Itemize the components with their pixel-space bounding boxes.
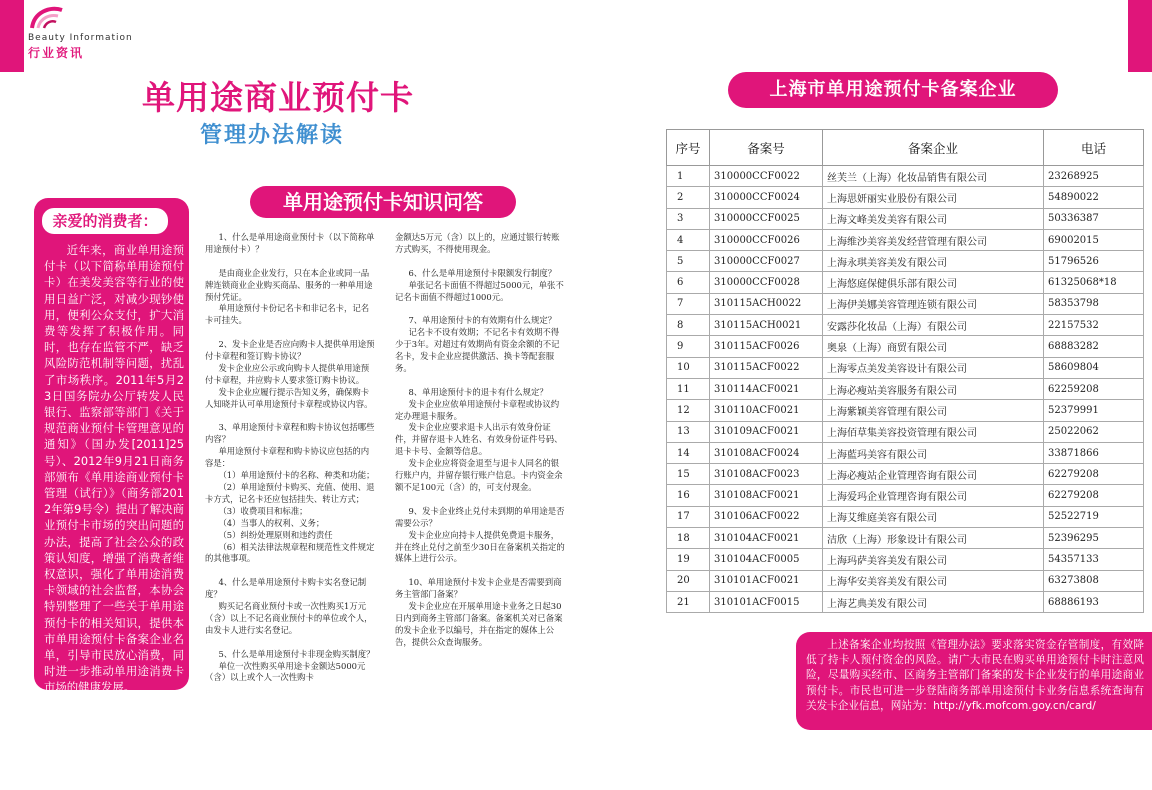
qa-paragraph: （1）单用途预付卡的名称、种类和功能； bbox=[218, 470, 375, 481]
cell-phone: 22157532 bbox=[1044, 315, 1144, 336]
table-row bbox=[667, 251, 1144, 272]
cell-company: 上海永琪美容美发有限公司 bbox=[823, 251, 1044, 272]
cell-index: 10 bbox=[667, 357, 710, 378]
qa-paragraph: （6）相关法律法规章程和规范性文件规定的其他事项。 bbox=[205, 541, 375, 564]
right-accent-bar bbox=[1128, 0, 1152, 72]
cell-index: 15 bbox=[667, 464, 710, 485]
article-subtitle: 管理办法解读 bbox=[200, 122, 345, 148]
qa-paragraph: 8、单用途预付卡的退卡有什么规定？ bbox=[408, 386, 548, 397]
cell-code: 310000CCF0026 bbox=[710, 229, 823, 250]
brand-english: Beauty Information bbox=[28, 33, 133, 43]
qa-column-1 bbox=[205, 232, 377, 684]
cell-company: 奥泉（上海）商贸有限公司 bbox=[823, 336, 1044, 357]
cell-company: 安露莎化妆品（上海）有限公司 bbox=[823, 315, 1044, 336]
cell-code: 310115ACF0026 bbox=[710, 336, 823, 357]
cell-code: 310108ACF0021 bbox=[710, 485, 823, 506]
cell-phone: 33871866 bbox=[1044, 442, 1144, 463]
qa-paragraph: 6、什么是单用途预付卡限额发行制度？ bbox=[408, 267, 557, 278]
cell-company: 上海文峰美发美容有限公司 bbox=[823, 208, 1044, 229]
consumer-heading: 亲爱的消费者： bbox=[42, 208, 168, 234]
cell-index: 16 bbox=[667, 485, 710, 506]
cell-phone: 68886193 bbox=[1044, 591, 1144, 612]
qa-paragraph: 2、发卡企业是否应向购卡人提供单用途预付卡章程和签订购卡协议？ bbox=[205, 339, 375, 362]
cell-code: 310000CCF0025 bbox=[710, 208, 823, 229]
cell-code: 310104ACF0005 bbox=[710, 549, 823, 570]
cell-phone: 61325068*18 bbox=[1044, 272, 1144, 293]
qa-paragraph: 发卡企业应依单用途预付卡章程或协议约定办理退卡服务。 bbox=[395, 398, 560, 421]
cell-company: 上海艾维庭美容有限公司 bbox=[823, 506, 1044, 527]
qa-paragraph: 单张记名卡面值不得超过5000元，单张不记名卡面值不得超过1000元。 bbox=[395, 279, 564, 302]
cell-phone: 52396295 bbox=[1044, 528, 1144, 549]
cell-code: 310000CCF0028 bbox=[710, 272, 823, 293]
cell-index: 13 bbox=[667, 421, 710, 442]
col-header-code: 备案号 bbox=[710, 130, 823, 166]
qa-paragraph: 7、单用途预付卡的有效期有什么规定？ bbox=[408, 315, 557, 326]
cell-company: 上海悠庭保健俱乐部有限公司 bbox=[823, 272, 1044, 293]
cell-index: 21 bbox=[667, 591, 710, 612]
qa-paragraph: 发卡企业应将资金退至与退卡人同名的银行账户内，并留存银行账户信息。卡内资金余额不足100元（含）的，可支付现金。 bbox=[395, 458, 563, 492]
cell-index: 8 bbox=[667, 315, 710, 336]
cell-code: 310114ACF0021 bbox=[710, 378, 823, 399]
cell-phone: 25022062 bbox=[1044, 421, 1144, 442]
qa-paragraph: （5）纠纷处理原则和违约责任 bbox=[218, 529, 333, 540]
cell-company: 上海伊美娜美容管理连锁有限公司 bbox=[823, 293, 1044, 314]
col-header-company: 备案企业 bbox=[823, 130, 1044, 166]
cell-phone: 69002015 bbox=[1044, 229, 1144, 250]
cell-code: 310108ACF0023 bbox=[710, 464, 823, 485]
cell-company: 上海艺典美发有限公司 bbox=[823, 591, 1044, 612]
cell-phone: 54890022 bbox=[1044, 187, 1144, 208]
table-header-row bbox=[667, 130, 1144, 166]
cell-phone: 52379991 bbox=[1044, 400, 1144, 421]
qa-paragraph: 单用途预付卡份记名卡和非记名卡，记名卡可挂失。 bbox=[205, 303, 370, 326]
cell-phone: 68883282 bbox=[1044, 336, 1144, 357]
cell-company: 上海维沙美容美发经营管理有限公司 bbox=[823, 229, 1044, 250]
cell-company: 上海爱玛企业管理咨询有限公司 bbox=[823, 485, 1044, 506]
cell-company: 上海藍玛美容有限公司 bbox=[823, 442, 1044, 463]
table-row bbox=[667, 357, 1144, 378]
qa-paragraph: 1、什么是单用途商业预付卡（以下简称单用途预付卡）？ bbox=[205, 232, 375, 254]
cell-code: 310115ACH0021 bbox=[710, 315, 823, 336]
cell-company: 上海华安美容美发有限公司 bbox=[823, 570, 1044, 591]
qa-paragraph: 是由商业企业发行，只在本企业或同一品牌连锁商业企业购买商品、服务的一种单用途预付凭证。 bbox=[205, 267, 373, 302]
cell-phone: 62279208 bbox=[1044, 485, 1144, 506]
table-row bbox=[667, 293, 1144, 314]
cell-index: 4 bbox=[667, 229, 710, 250]
qa-paragraph: 金额达5万元（含）以上的，应通过银行转账方式购买，不得使用现金。 bbox=[395, 232, 560, 254]
table-row bbox=[667, 442, 1144, 463]
cell-index: 19 bbox=[667, 549, 710, 570]
qa-paragraph: 发卡企业应向持卡人提供免费退卡服务，并在终止兑付之前至少30日在备案机关指定的媒体上进行公示。 bbox=[395, 529, 565, 564]
cell-phone: 63273808 bbox=[1044, 570, 1144, 591]
cell-code: 310108ACF0024 bbox=[710, 442, 823, 463]
qa-paragraph: （2）单用途预付卡购买、充值、使用、退卡方式，记名卡还应包括挂失、转让方式； bbox=[205, 481, 375, 504]
registry-table bbox=[666, 129, 1144, 613]
cell-code: 310109ACF0021 bbox=[710, 421, 823, 442]
qa-paragraph: （4）当事人的权利、义务； bbox=[218, 517, 325, 528]
cell-code: 310000CCF0024 bbox=[710, 187, 823, 208]
table-row bbox=[667, 485, 1144, 506]
table-row bbox=[667, 187, 1144, 208]
table-row bbox=[667, 528, 1144, 549]
table-row bbox=[667, 378, 1144, 399]
cell-company: 上海必瘦站企业管理咨询有限公司 bbox=[823, 464, 1044, 485]
cell-phone: 58609804 bbox=[1044, 357, 1144, 378]
cell-index: 5 bbox=[667, 251, 710, 272]
qa-paragraph: 单用途预付卡章程和购卡协议应包括的内容是： bbox=[205, 446, 370, 469]
table-row bbox=[667, 208, 1144, 229]
qa-paragraph: 单位一次性购买单用途卡金额达5000元（含）以上或个人一次性购卡 bbox=[205, 660, 366, 683]
qa-paragraph: 发卡企业应在开展单用途卡业务之日起30日内到商务主管部门备案。备案机关对已备案的发卡企业予以编号，并在指定的媒体上公告，提供公众查询服务。 bbox=[395, 601, 563, 647]
cell-company: 上海必瘦站美容服务有限公司 bbox=[823, 378, 1044, 399]
cell-index: 11 bbox=[667, 378, 710, 399]
cell-phone: 54357133 bbox=[1044, 549, 1144, 570]
cell-index: 7 bbox=[667, 293, 710, 314]
table-row bbox=[667, 272, 1144, 293]
table-row bbox=[667, 421, 1144, 442]
cell-phone: 23268925 bbox=[1044, 166, 1144, 187]
cell-phone: 50336387 bbox=[1044, 208, 1144, 229]
qa-paragraph: 发卡企业应履行提示告知义务，确保购卡人知晓并认可单用途预付卡章程或协议内容。 bbox=[205, 386, 373, 409]
registry-body bbox=[667, 166, 1144, 613]
cell-company: 上海紫颖美容管理有限公司 bbox=[823, 400, 1044, 421]
cell-index: 6 bbox=[667, 272, 710, 293]
cell-index: 18 bbox=[667, 528, 710, 549]
qa-paragraph: 5、什么是单用途预付卡非现金购买制度？ bbox=[218, 648, 375, 659]
cell-index: 9 bbox=[667, 336, 710, 357]
table-row bbox=[667, 464, 1144, 485]
cell-code: 310106ACF0022 bbox=[710, 506, 823, 527]
cell-company: 丝芙兰（上海）化妆品销售有限公司 bbox=[823, 166, 1044, 187]
cell-phone: 51796526 bbox=[1044, 251, 1144, 272]
col-header-index: 序号 bbox=[667, 130, 710, 166]
cell-index: 17 bbox=[667, 506, 710, 527]
consumer-text: 近年来，商业单用途预付卡（以下简称单用途预付卡）在美发美容等行业的使用日益广泛，对减少现钞使用，便利公众支付，扩大消费等发挥了积极作用。同时，也存在监管不严，缺乏风险防范机制等问题，扰乱了市场秩序。2011年5月23日国务院办公厅转发人民银行、监察部等部门《关于规范商业预付卡管理意见的通知》（国办发[2011]25号）、2012年9月21日商务部颁布《单用途商业预付卡管理（试行）》（商务部2012年第9号令）提出了解决商业预付卡市场的突出问题的办法，提高了社会公众的政策认知度，增强了消费者维权意识，强化了单用途消费卡领域的社会监督，本协会特别整理了一些关于单用途预付卡的相关知识，提供本市单用途预付卡备案企业名单，引导市民放心消费，同时进一步推动单用途消费卡市场的健康发展。 bbox=[44, 243, 184, 695]
cell-index: 14 bbox=[667, 442, 710, 463]
qa-paragraph: 购买记名商业预付卡或一次性购买1万元（含）以上不记名商业预付卡的单位或个人，由发卡人进行实名登记。 bbox=[205, 601, 373, 635]
qa-paragraph: 发卡企业应要求退卡人出示有效身份证件，并留存退卡人姓名、有效身份证件号码、退卡卡号、金额等信息。 bbox=[395, 422, 563, 457]
cell-company: 上海思妍丽实业股份有限公司 bbox=[823, 187, 1044, 208]
swirl-logo-icon bbox=[28, 2, 68, 32]
table-row bbox=[667, 315, 1144, 336]
qa-paragraph: 3、单用途预付卡章程和购卡协议包括哪些内容？ bbox=[205, 422, 375, 445]
cell-company: 洁欣（上海）形象设计有限公司 bbox=[823, 528, 1044, 549]
qa-paragraph: 发卡企业应公示或向购卡人提供单用途预付卡章程，并应购卡人要求签订购卡协议。 bbox=[205, 362, 370, 385]
cell-code: 310000CCF0022 bbox=[710, 166, 823, 187]
left-accent-bar bbox=[0, 0, 24, 72]
cell-company: 上海佰草集美容投资管理有限公司 bbox=[823, 421, 1044, 442]
cell-company: 上海玛萨美容美发有限公司 bbox=[823, 549, 1044, 570]
cell-code: 310104ACF0021 bbox=[710, 528, 823, 549]
table-row bbox=[667, 570, 1144, 591]
cell-code: 310110ACF0021 bbox=[710, 400, 823, 421]
article-title: 单用途商业预付卡 bbox=[142, 78, 414, 117]
cell-index: 3 bbox=[667, 208, 710, 229]
qa-paragraph: 9、发卡企业终止兑付未到期的单用途是否需要公示？ bbox=[395, 505, 565, 528]
cell-index: 2 bbox=[667, 187, 710, 208]
table-row bbox=[667, 506, 1144, 527]
cell-phone: 58353798 bbox=[1044, 293, 1144, 314]
cell-index: 1 bbox=[667, 166, 710, 187]
brand-chinese: 行业资讯 bbox=[28, 46, 85, 60]
qa-paragraph: 4、什么是单用途预付卡购卡实名登记制度？ bbox=[205, 577, 367, 600]
table-row bbox=[667, 591, 1144, 612]
table-row bbox=[667, 229, 1144, 250]
col-header-phone: 电话 bbox=[1044, 130, 1144, 166]
table-row bbox=[667, 549, 1144, 570]
cell-index: 12 bbox=[667, 400, 710, 421]
cell-company: 上海零点美发美容设计有限公司 bbox=[823, 357, 1044, 378]
table-row bbox=[667, 400, 1144, 421]
registry-note: 上述备案企业均按照《管理办法》要求落实资金存管制度，有效降低了持卡人预付资金的风险。请广大市民在购买单用途预付卡时注意风险，尽量购买经市、区商务主管部门备案的发卡企业发行的单用途商业预付卡。市民也可进一步登陆商务部单用途预付卡业务信息系统查询有关发卡企业信息，网站为：http://yfk.mofcom.goy.cn/card/ bbox=[806, 639, 1144, 712]
qa-paragraph: 10、单用途预付卡发卡企业是否需要到商务主管部门备案？ bbox=[395, 577, 562, 600]
cell-phone: 62279208 bbox=[1044, 464, 1144, 485]
cell-phone: 52522719 bbox=[1044, 506, 1144, 527]
qa-paragraph: 记名卡不设有效期；不记名卡有效期不得少于3年。对超过有效期尚有资金余额的不记名卡，发卡企业应提供激活、换卡等配套服务。 bbox=[395, 327, 560, 373]
qa-column-2 bbox=[395, 232, 567, 649]
qa-paragraph: （3）收费项目和标准； bbox=[218, 505, 308, 516]
cell-code: 310101ACF0015 bbox=[710, 591, 823, 612]
cell-code: 310000CCF0027 bbox=[710, 251, 823, 272]
cell-code: 310101ACF0021 bbox=[710, 570, 823, 591]
table-row bbox=[667, 166, 1144, 187]
qa-heading: 单用途预付卡知识问答 bbox=[250, 186, 516, 218]
cell-phone: 62259208 bbox=[1044, 378, 1144, 399]
registry-title: 上海市单用途预付卡备案企业 bbox=[728, 72, 1058, 108]
cell-code: 310115ACH0022 bbox=[710, 293, 823, 314]
cell-index: 20 bbox=[667, 570, 710, 591]
cell-code: 310115ACF0022 bbox=[710, 357, 823, 378]
table-row bbox=[667, 336, 1144, 357]
